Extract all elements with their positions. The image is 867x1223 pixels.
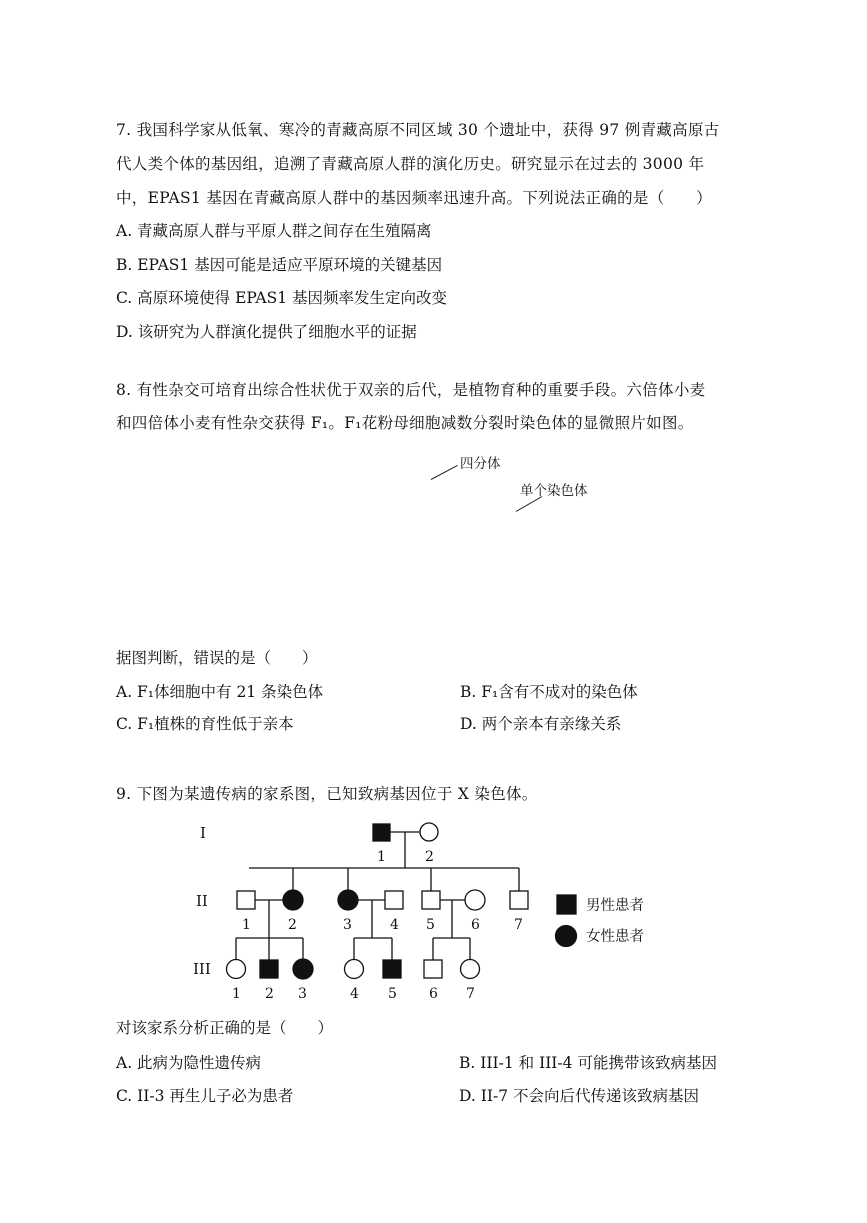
pedigree-II-7-male (510, 891, 528, 909)
q7-option-a[interactable]: A. 青藏高原人群与平原人群之间存在生殖隔离 (116, 222, 432, 240)
pedigree-II-5-male (422, 891, 440, 909)
label-III-5: 5 (388, 986, 397, 1002)
q8-option-b[interactable]: B. F₁含有不成对的染色体 (460, 683, 638, 701)
q9-stem: 9. 下图为某遗传病的家系图，已知致病基因位于 X 染色体。 (116, 785, 538, 803)
pedigree-III-4-female (345, 960, 364, 979)
label-III-7: 7 (466, 986, 475, 1002)
label-III-4: 4 (350, 986, 359, 1002)
pedigree-II-4-male (385, 891, 403, 909)
pedigree-III-1-female (227, 960, 246, 979)
label-II-1: 1 (242, 917, 251, 933)
label-II-2: 2 (288, 917, 297, 933)
q7-stem-line3: 中，EPAS1 基因在青藏高原人群中的基因频率迅速升高。下列说法正确的是（ ） (116, 189, 712, 207)
legend-male-label: 男性患者 (586, 898, 644, 914)
label-III-2: 2 (265, 986, 274, 1002)
label-I-2: 2 (425, 849, 434, 865)
q7-stem-line2: 代人类个体的基因组，追溯了青藏高原人群的演化历史。研究显示在过去的 3000 年 (116, 155, 705, 173)
label-II-3: 3 (343, 917, 352, 933)
q8-option-d[interactable]: D. 两个亲本有亲缘关系 (460, 715, 622, 733)
label-III-3: 3 (298, 986, 307, 1002)
q7-stem-line1: 7. 我国科学家从低氧、寒冷的青藏高原不同区域 30 个遗址中，获得 97 例青藏高原古 (116, 121, 720, 139)
label-I-1: 1 (377, 849, 386, 865)
q9-option-c[interactable]: C. II-3 再生儿子必为患者 (116, 1087, 294, 1105)
pedigree-II-6-female (465, 890, 485, 910)
q8-stem-line1: 8. 有性杂交可培育出综合性状优于双亲的后代，是植物育种的重要手段。六倍体小麦 (116, 381, 706, 399)
gen-label-II: II (196, 892, 208, 910)
q7-option-b[interactable]: B. EPAS1 基因可能是适应平原环境的关键基因 (116, 256, 443, 274)
q9-option-a[interactable]: A. 此病为隐性遗传病 (116, 1054, 262, 1072)
pedigree-I-1-affected-male (373, 824, 390, 841)
q8-stem-line2: 和四倍体小麦有性杂交获得 F₁。F₁花粉母细胞减数分裂时染色体的显微照片如图。 (116, 414, 694, 432)
pedigree-II-2-affected-female (283, 890, 303, 910)
single-chromosome-label: 单个染色体 (520, 483, 588, 499)
q9-option-d[interactable]: D. II-7 不会向后代传递该致病基因 (459, 1087, 700, 1105)
label-III-6: 6 (429, 986, 438, 1002)
pedigree-III-3-affected-female (293, 959, 313, 979)
q9-prompt: 对该家系分析正确的是（ ） (116, 1019, 334, 1037)
pedigree-I-2-female (420, 823, 438, 841)
gen-label-III: III (193, 960, 211, 978)
label-III-1: 1 (232, 986, 241, 1002)
q7-option-d[interactable]: D. 该研究为人群演化提供了细胞水平的证据 (116, 323, 417, 341)
legend-female-label: 女性患者 (586, 929, 644, 945)
q9-option-b[interactable]: B. III-1 和 III-4 可能携带该致病基因 (459, 1054, 717, 1072)
tetrad-label: 四分体 (460, 456, 501, 472)
q8-option-a[interactable]: A. F₁体细胞中有 21 条染色体 (116, 683, 324, 701)
pedigree-III-5-affected-male (383, 960, 401, 978)
pedigree-II-1-male (237, 891, 255, 909)
q7-option-c[interactable]: C. 高原环境使得 EPAS1 基因频率发生定向改变 (116, 289, 448, 307)
pedigree-III-6-male (424, 960, 442, 978)
gen-label-I: I (200, 824, 206, 842)
legend-affected-female-circle (556, 926, 577, 947)
label-II-5: 5 (426, 917, 435, 933)
label-II-6: 6 (471, 917, 480, 933)
q8-prompt: 据图判断，错误的是（ ） (116, 649, 318, 667)
legend-affected-male-square (557, 895, 576, 914)
pedigree-III-2-affected-male (260, 960, 278, 978)
q8-option-c[interactable]: C. F₁植株的育性低于亲本 (116, 715, 294, 733)
pedigree-II-3-affected-female (338, 890, 358, 910)
label-II-4: 4 (390, 917, 399, 933)
label-II-7: 7 (514, 917, 523, 933)
pedigree-III-7-female (461, 960, 480, 979)
